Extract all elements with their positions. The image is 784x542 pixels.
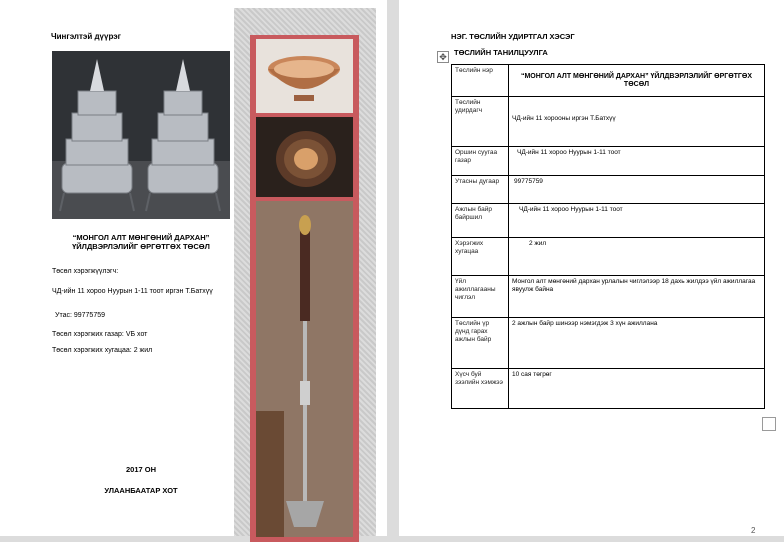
photo-ceremonial-staff [256,201,353,537]
phone-line: Утас: 99775759 [55,312,106,319]
row-value: ЧД-ийн 11 хорооны иргэн Т.Батхүү [509,97,765,147]
project-info-table [451,64,765,409]
product-photo-vessels [52,51,230,219]
row-label: Хүсч буй зээлийн хэмжээ [452,369,509,409]
strip-accent-panel [250,35,359,542]
duration-line: Төсөл хэрэгжих хугацаа: 2 жил [52,347,153,354]
table-row [452,238,765,276]
document-page-1 [0,0,387,536]
photo-bowl [256,39,353,113]
city-label: УЛААНБААТАР ХОТ [104,486,178,495]
location-line: Төсөл хэрэгжих газар: VБ хот [52,331,148,338]
row-label: Оршин суугаа газар [452,147,509,176]
table-row [452,65,765,97]
page-gap [387,0,399,536]
project-title-line1: “МОНГОЛ АЛТ МӨНГӨНИЙ ДАРХАН” [72,233,210,242]
row-label: Төслийн удирдагч [452,97,509,147]
table-row [452,97,765,147]
district-heading: Чингэлтэй дүүрэг [51,32,121,41]
row-label: Хэрэгжих хугацаа [452,238,509,276]
project-title-line2: ҮЙЛДВЭРЛЭЛИЙГ ӨРГӨТГӨХ ТӨСӨЛ [72,242,210,251]
row-value: 2 ажлын байр шинээр нэмэгдэж 3 хүн ажиллана [509,318,765,369]
row-label: Үйл ажиллагааны чиглэл [452,276,509,318]
row-value: 10 сая төгрөг [509,369,765,409]
table-row [452,276,765,318]
row-label: Төслийн үр дүнд гарах ажлын байр [452,318,509,369]
table-resize-handle-icon[interactable] [762,417,776,431]
row-label: Утасны дугаар [452,176,509,204]
row-label: Төслийн нэр [452,65,509,97]
row-value: 99775759 [509,176,765,204]
table-row [452,369,765,409]
table-move-handle-icon[interactable]: ✥ [437,51,449,63]
photo-carved-vessel [256,117,353,197]
table-row [452,176,765,204]
row-value: “МОНГОЛ АЛТ МӨНГӨНИЙ ДАРХАН” ҮЙЛДВЭРЛЭЛИЙГ ӨРГӨТГӨХ ТӨСӨЛ [509,65,765,97]
section-header: НЭГ. ТӨСЛИЙН УДИРТГАЛ ХЭСЭГ [451,32,575,41]
table-row [452,204,765,238]
year-label: 2017 ОН [125,465,157,474]
document-page-2 [399,0,784,536]
table-row [452,147,765,176]
decorative-photo-strip [234,8,376,536]
row-value: ЧД-ийн 11 хороо Нуурын 1-11 тоот [509,147,765,176]
applicant-label: Төсөл хэрэгжүүлэгч: [52,268,119,275]
row-value: 2 жил [509,238,765,276]
row-value: ЧД-ийн 11 хороо Нуурын 1-11 тоот [509,204,765,238]
project-title [52,233,230,251]
row-value: Монгол алт мөнгөний дархан урлалын чиглэлээр 18 дахь жилдээ үйл ажиллагаа явуулж байна [509,276,765,318]
table-row [452,318,765,369]
applicant-value: ЧД-ийн 11 хороо Нуурын 1-11 тоот иргэн Т.Батхүү [52,288,213,295]
row-label: Ажлын байр байршил [452,204,509,238]
section-subheader: ТӨСЛИЙН ТАНИЛЦУУЛГА [454,48,548,57]
page-number: 2 [751,526,756,535]
